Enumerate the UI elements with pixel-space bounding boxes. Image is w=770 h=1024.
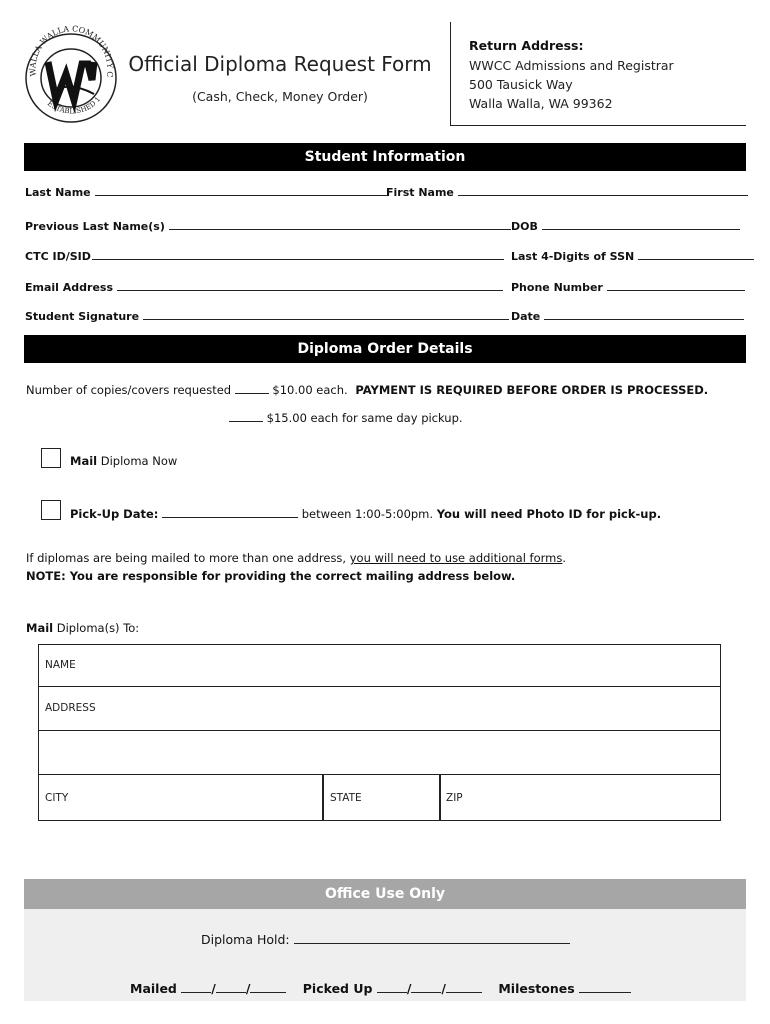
mail-diploma-label <box>70 454 177 468</box>
diploma-hold-row <box>201 932 570 947</box>
dob-label: DOB <box>511 220 538 233</box>
city-label: CITY <box>45 792 69 804</box>
date-line[interactable] <box>544 309 744 320</box>
signature-line[interactable] <box>143 309 509 320</box>
dob-line[interactable] <box>542 219 740 230</box>
mailed-month-blank[interactable] <box>181 982 211 993</box>
ssn-line[interactable] <box>638 249 754 260</box>
office-dates-row: Mailed / / Picked Up / / Milestones <box>130 981 631 996</box>
address-row-2[interactable] <box>39 731 720 775</box>
mail-diploma-rest: Diploma Now <box>100 454 178 468</box>
previous-last-name-line[interactable] <box>169 219 511 230</box>
phone-field[interactable] <box>511 280 745 294</box>
copies-row <box>26 383 708 397</box>
pickup-hours: between 1:00-5:00pm. <box>301 507 434 521</box>
date-label: Date <box>511 310 541 323</box>
office-use-heading: Office Use Only <box>24 879 746 909</box>
mail-to-rest: Diploma(s) To: <box>56 621 140 635</box>
picked-up-month-blank[interactable] <box>377 982 407 993</box>
pickup-row <box>70 507 661 521</box>
state-label: STATE <box>330 792 362 804</box>
mail-to-label <box>26 621 139 635</box>
seal-arc-text: WALLA WALLA COMMUNITY C <box>28 24 115 78</box>
milestones-blank[interactable] <box>579 982 631 993</box>
email-line[interactable] <box>117 280 503 291</box>
last-name-line[interactable] <box>95 185 387 196</box>
dob-field[interactable] <box>511 219 740 233</box>
multi-address-prefix: If diplomas are being mailed to more than one address, <box>26 551 347 565</box>
city-state-divider <box>322 775 324 821</box>
payment-required-note: PAYMENT IS REQUIRED BEFORE ORDER IS PROCESSED. <box>355 383 709 397</box>
milestones-label: Milestones <box>498 981 575 996</box>
mailed-day-blank[interactable] <box>216 982 246 993</box>
email-field[interactable] <box>25 280 503 294</box>
responsibility-note: NOTE: You are responsible for providing the correct mailing address below. <box>26 569 516 583</box>
pickup-photo-id-note: You will need Photo ID for pick-up. <box>436 507 662 521</box>
mailed-label: Mailed <box>130 981 177 996</box>
return-address-line-3: Walla Walla, WA 99362 <box>469 96 613 111</box>
diploma-hold-label: Diploma Hold: <box>201 932 290 947</box>
form-subtitle: (Cash, Check, Money Order) <box>192 89 368 104</box>
signature-field[interactable] <box>25 309 509 323</box>
picked-up-label: Picked Up <box>302 981 373 996</box>
first-name-field[interactable] <box>386 185 748 199</box>
phone-line[interactable] <box>607 280 745 291</box>
last-name-field[interactable] <box>25 185 387 199</box>
ctc-id-label: CTC ID/SID <box>25 250 91 263</box>
pickup-date-label: Pick-Up Date: <box>70 507 159 521</box>
form-title: Official Diploma Request Form <box>128 52 432 76</box>
additional-forms-link[interactable]: you will need to use additional forms <box>349 551 563 565</box>
name-label: NAME <box>45 659 76 671</box>
mail-diploma-bold: Mail <box>70 454 98 468</box>
phone-label: Phone Number <box>511 281 603 294</box>
return-address-line-2: 500 Tausick Way <box>469 77 573 92</box>
date-field[interactable] <box>511 309 744 323</box>
multi-address-note <box>26 551 566 565</box>
copies-price: $10.00 each. <box>272 383 348 397</box>
ctc-id-line[interactable] <box>92 249 504 260</box>
same-day-price: $15.00 each for same day pickup. <box>266 411 463 425</box>
ssn-label: Last 4-Digits of SSN <box>511 250 635 263</box>
mailing-address-table <box>38 644 721 821</box>
return-address-line-1: WWCC Admissions and Registrar <box>469 58 674 73</box>
student-info-heading: Student Information <box>24 143 746 171</box>
ctc-id-field[interactable] <box>25 249 504 263</box>
multi-address-suffix: . <box>562 551 567 565</box>
state-zip-divider <box>439 775 441 821</box>
address-row[interactable] <box>39 687 720 731</box>
same-day-row <box>229 411 463 425</box>
same-day-copies-blank[interactable] <box>229 411 263 422</box>
picked-up-year-blank[interactable] <box>446 982 482 993</box>
last-name-label: Last Name <box>25 186 91 199</box>
address-label: ADDRESS <box>45 702 96 714</box>
pickup-date-blank[interactable] <box>162 507 298 518</box>
picked-up-day-blank[interactable] <box>411 982 441 993</box>
return-address-border-left <box>450 22 451 126</box>
copies-blank[interactable] <box>235 383 269 394</box>
seal-established-text: ESTABLISHED 1 <box>45 95 103 116</box>
mail-to-bold: Mail <box>26 621 54 635</box>
signature-label: Student Signature <box>25 310 140 323</box>
pickup-checkbox[interactable] <box>41 500 61 520</box>
previous-last-name-label: Previous Last Name(s) <box>25 220 165 233</box>
first-name-line[interactable] <box>458 185 748 196</box>
email-label: Email Address <box>25 281 114 294</box>
copies-label: Number of copies/covers requested <box>26 383 232 397</box>
return-address-heading: Return Address: <box>469 38 584 53</box>
return-address-border-bottom <box>450 125 746 126</box>
name-row[interactable] <box>39 645 720 687</box>
first-name-label: First Name <box>386 186 454 199</box>
mailed-year-blank[interactable] <box>250 982 286 993</box>
diploma-order-heading: Diploma Order Details <box>24 335 746 363</box>
previous-last-name-field[interactable] <box>25 219 511 233</box>
college-seal-logo <box>22 20 118 124</box>
diploma-hold-blank[interactable] <box>294 933 570 944</box>
ssn-field[interactable] <box>511 249 754 263</box>
mail-diploma-checkbox[interactable] <box>41 448 61 468</box>
zip-label: ZIP <box>446 792 463 804</box>
